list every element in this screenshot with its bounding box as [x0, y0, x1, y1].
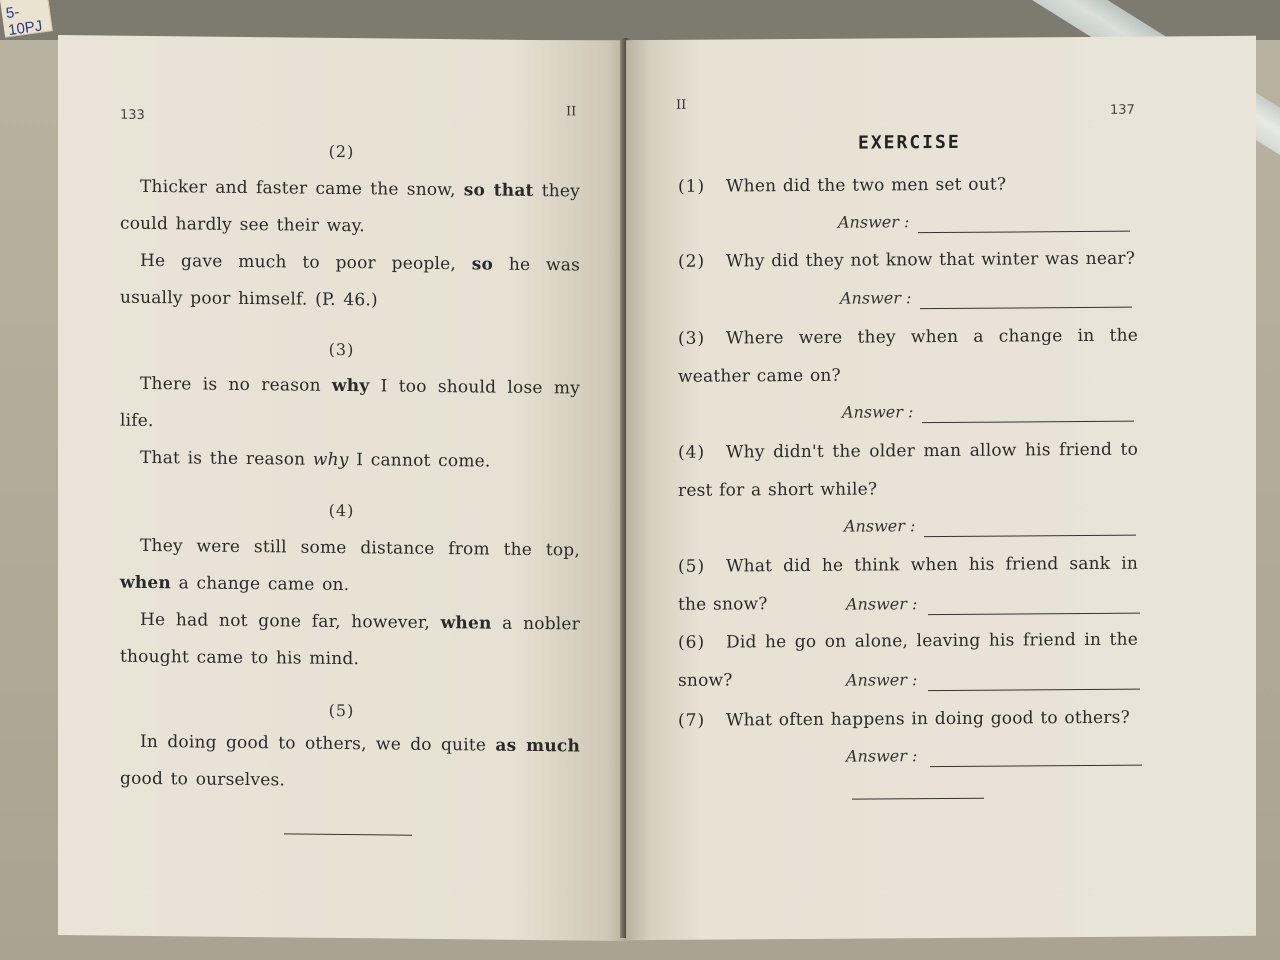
question: (7) What often happens in doing good to others? [678, 707, 1130, 731]
answer-line [920, 307, 1132, 309]
page-number: 133 [120, 107, 145, 123]
paragraph: In doing good to others, we do quite as much good to ourselves. [120, 731, 581, 791]
question: (1) When did the two men set out? [678, 174, 1007, 197]
paragraph: Thicker and faster came the snow, so that they could hardly see their way. [120, 176, 580, 237]
question: (5) What did he think when his friend sank in the snow? [678, 553, 1138, 615]
paragraph: They were still some distance from the top, when a change came on. [120, 535, 580, 596]
corner-tag: 5-10PJ [0, 0, 53, 38]
question: (3) Where were they when a change in the weather came on? [678, 325, 1138, 387]
question: (4) Why didn't the older man allow his friend to rest for a short while? [678, 439, 1138, 501]
running-head: II [566, 104, 577, 120]
page-number: 137 [1110, 102, 1135, 118]
answer-label: Answer : [840, 288, 912, 308]
answer-label: Answer : [846, 670, 918, 690]
section-number: (2) [328, 141, 355, 162]
answer-label: Answer : [846, 594, 918, 614]
answer-line [930, 765, 1142, 767]
section-number: (4) [328, 500, 355, 521]
end-rule [852, 798, 984, 800]
question: (2) Why did they not know that winter was near? [678, 248, 1136, 272]
paragraph: That is the reason why I cannot come. [140, 447, 491, 472]
left-page [58, 35, 625, 941]
section-number: (5) [328, 700, 355, 721]
end-rule [284, 833, 412, 835]
right-page [626, 36, 1256, 940]
question: (6) Did he go on alone, leaving his friend in the snow? [678, 629, 1138, 691]
paragraph: He gave much to poor people, so he was usually poor himself. (P. 46.) [120, 250, 580, 311]
answer-label: Answer : [838, 212, 910, 232]
paragraph: He had not gone far, however, when a nobler thought came to his mind. [120, 609, 580, 670]
paragraph: There is no reason why I too should lose my life. [120, 373, 580, 432]
answer-line [924, 535, 1136, 537]
running-head: II [676, 97, 687, 113]
section-number: (3) [328, 339, 355, 360]
answer-line [918, 231, 1130, 233]
exercise-heading: EXERCISE [858, 131, 961, 154]
answer-label: Answer : [846, 746, 918, 766]
answer-label: Answer : [842, 402, 914, 422]
answer-line [922, 421, 1134, 423]
answer-label: Answer : [844, 516, 916, 536]
